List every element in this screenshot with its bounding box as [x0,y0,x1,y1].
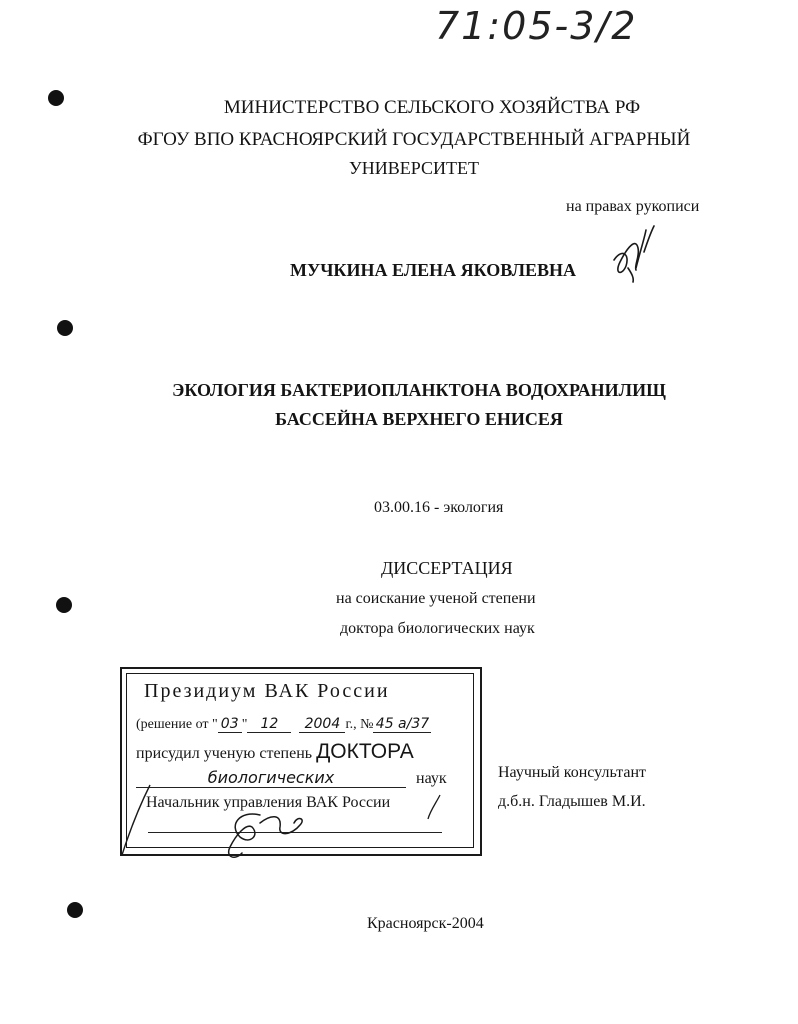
place-year: Красноярск-2004 [367,915,484,932]
university-line: ФГОУ ВПО КРАСНОЯРСКИЙ ГОСУДАРСТВЕННЫЙ АГРАРНЫЙ [137,129,691,150]
stamp-awarded-degree: ДОКТОРА [316,740,414,763]
specialty-code: 03.00.16 - экология [374,499,504,516]
stamp-year: 2004 [299,716,345,733]
stamp-awarded-line [136,740,414,764]
ministry-line: МИНИСТЕРСТВО СЕЛЬСКОГО ХОЗЯЙСТВА РФ [223,97,641,118]
university-line-2: УНИВЕРСИТЕТ [349,158,479,178]
stamp-head-title: Начальник управления ВАК России [146,794,391,811]
stamp-mid-quote: " [241,717,248,732]
stamp-day: 03 [218,716,242,733]
stamp-title: Президиум ВАК России [144,680,390,702]
punch-hole-3 [56,597,72,613]
stamp-number: 45 а/37 [373,716,431,733]
archive-code: 71:05-3/2 [435,4,638,48]
document-type: ДИССЕРТАЦИЯ [381,558,513,578]
author-signature [600,218,680,288]
stamp-decision-prefix: (решение от " [136,717,218,732]
consultant-name: д.б.н. Гладышев М.И. [498,793,646,810]
stamp-field-suffix: наук [416,770,447,787]
vak-head-signature [110,775,470,865]
stamp-month: 12 [247,716,291,733]
stamp-decision-line [136,716,431,733]
author-name: МУЧКИНА ЕЛЕНА ЯКОВЛЕВНА [290,260,576,280]
stamp-awarded-prefix: присудил ученую степень [136,745,313,762]
stamp-field: биологических [136,768,406,788]
degree-line-2: доктора биологических наук [340,620,535,637]
dissertation-title-line-1: ЭКОЛОГИЯ БАКТЕРИОПЛАНКТОНА ВОДОХРАНИЛИЩ [172,380,666,400]
punch-hole-2 [57,320,73,336]
stamp-year-suffix: г., № [345,717,374,732]
manuscript-note: на правах рукописи [566,198,700,215]
consultant-label: Научный консультант [498,764,646,781]
degree-line-1: на соискание ученой степени [336,590,536,607]
punch-hole-4 [67,902,83,918]
dissertation-title-line-2: БАССЕЙНА ВЕРХНЕГО ЕНИСЕЯ [275,409,563,429]
